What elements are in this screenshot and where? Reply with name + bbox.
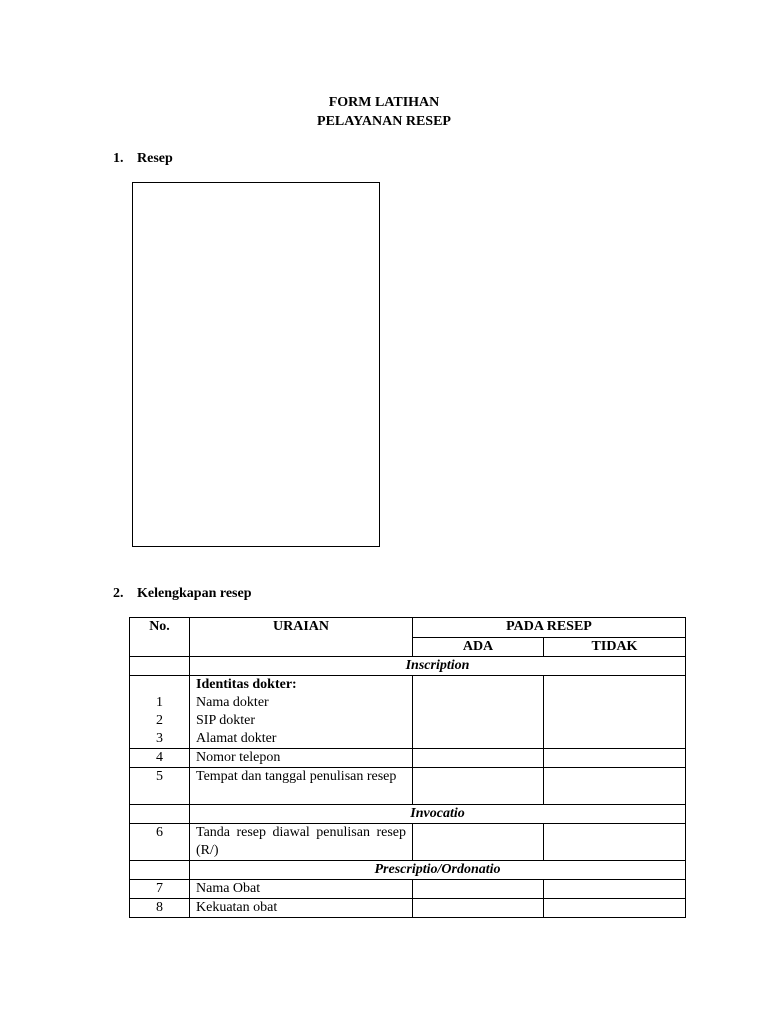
header-no: No. <box>130 618 190 657</box>
header-ada: ADA <box>413 638 544 657</box>
row-number: 1 <box>156 695 163 710</box>
row-uraian: SIP dokter <box>196 713 255 728</box>
tidak-cell[interactable] <box>544 676 686 749</box>
ada-cell[interactable] <box>413 676 544 749</box>
section-label: Kelengkapan resep <box>137 586 252 601</box>
table-cell-no <box>130 676 190 749</box>
ada-cell[interactable] <box>413 768 544 805</box>
table-cell-uraian <box>190 676 413 749</box>
section-heading-kelengkapan <box>113 585 251 603</box>
resep-box <box>132 182 380 547</box>
table-cell-empty <box>130 805 190 824</box>
header-tidak: TIDAK <box>544 638 686 657</box>
header-uraian: URAIAN <box>190 618 413 657</box>
section-number: 2. <box>113 586 124 601</box>
table-cell-empty <box>130 861 190 880</box>
tidak-cell[interactable] <box>544 768 686 805</box>
tidak-cell[interactable] <box>544 749 686 768</box>
row-number: 6 <box>130 824 190 861</box>
group-invocatio: Invocatio <box>190 805 686 824</box>
row-uraian: Alamat dokter <box>196 731 277 746</box>
row-number: 7 <box>130 880 190 899</box>
identitas-dokter-heading: Identitas dokter: <box>196 677 297 692</box>
group-inscription: Inscription <box>190 657 686 676</box>
tidak-cell[interactable] <box>544 880 686 899</box>
tidak-cell[interactable] <box>544 824 686 861</box>
kelengkapan-table <box>129 617 686 918</box>
tidak-cell[interactable] <box>544 899 686 918</box>
ada-cell[interactable] <box>413 749 544 768</box>
row-uraian: Tanda resep diawal penulisan resep (R/) <box>190 824 413 861</box>
row-uraian: Nama Obat <box>190 880 413 899</box>
section-label: Resep <box>137 151 173 166</box>
row-uraian: Kekuatan obat <box>190 899 413 918</box>
row-number: 4 <box>130 749 190 768</box>
section-heading-resep <box>113 150 173 168</box>
group-prescriptio: Prescriptio/Ordonatio <box>190 861 686 880</box>
ada-cell[interactable] <box>413 880 544 899</box>
row-number: 2 <box>156 713 163 728</box>
row-uraian: Tempat dan tanggal penulisan resep <box>190 768 413 805</box>
row-uraian: Nomor telepon <box>190 749 413 768</box>
ada-cell[interactable] <box>413 899 544 918</box>
row-uraian: Nama dokter <box>196 695 269 710</box>
form-subtitle: PELAYANAN RESEP <box>317 114 451 129</box>
ada-cell[interactable] <box>413 824 544 861</box>
header-pada-resep: PADA RESEP <box>413 618 686 638</box>
row-number: 3 <box>156 731 163 746</box>
row-number: 5 <box>130 768 190 805</box>
table-cell-empty <box>130 657 190 676</box>
row-number: 8 <box>130 899 190 918</box>
form-title: FORM LATIHAN <box>328 95 440 110</box>
section-number: 1. <box>113 151 124 166</box>
